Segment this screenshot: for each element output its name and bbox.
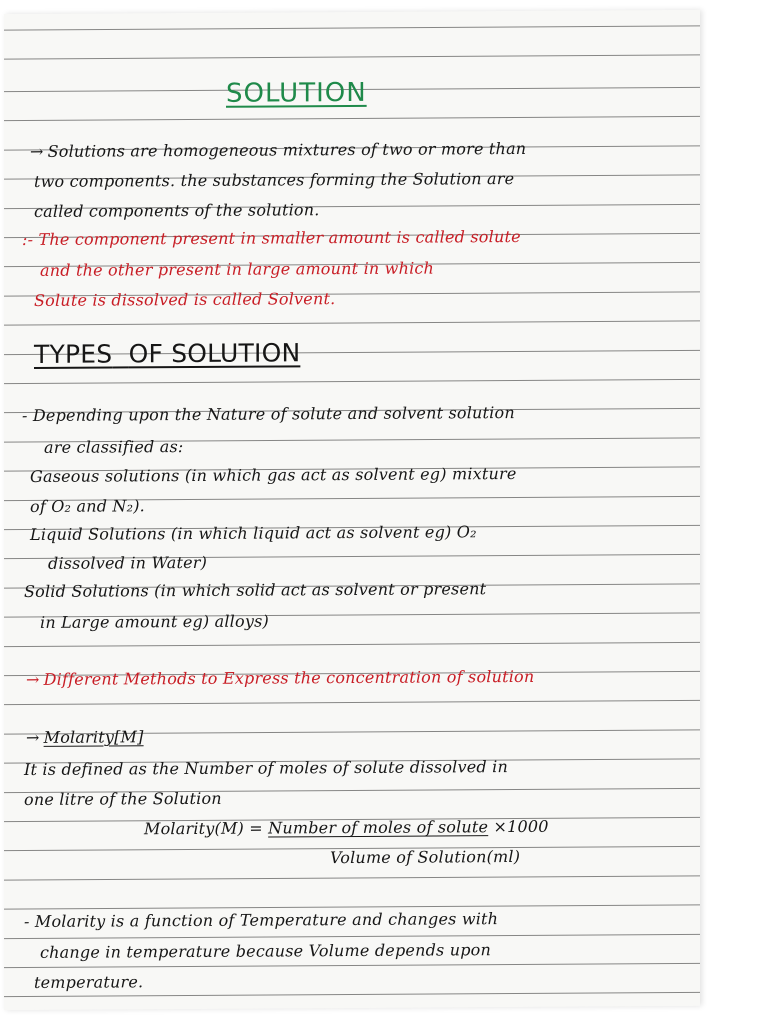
gaseous-solutions-line-2: of O₂ and N₂). bbox=[30, 496, 145, 516]
gaseous-solutions-line-1: Gaseous solutions (in which gas act as solvent eg) mixture bbox=[30, 463, 517, 486]
methods-heading: → Different Methods to Express the concentration of solution bbox=[26, 666, 535, 689]
intro-line-1: → Solutions are homogeneous mixtures of two or more than bbox=[30, 138, 527, 161]
page-title: SOLUTION bbox=[226, 77, 367, 109]
formula-denominator: Volume of Solution(ml) bbox=[330, 846, 521, 868]
solid-solutions-line-1: Solid Solutions (in which solid act as solvent or present bbox=[24, 579, 487, 602]
molarity-definition-line-1: It is defined as the Number of moles of solute dissolved in bbox=[24, 757, 508, 780]
molarity-definition-line-2: one litre of the Solution bbox=[24, 788, 222, 810]
arrow-bullet-icon: → bbox=[26, 669, 40, 689]
note-line-1: - Molarity is a function of Temperature and changes with bbox=[24, 909, 499, 932]
types-heading: TYPES OF SOLUTION bbox=[34, 338, 301, 369]
note-line-3: temperature. bbox=[34, 972, 144, 992]
solute-definition-line-2: and the other present in large amount in which bbox=[40, 258, 435, 280]
formula-lhs: Molarity(M) = bbox=[144, 818, 269, 839]
arrow-bullet-icon: → bbox=[30, 141, 44, 161]
intro-line-2: two components. the substances forming the Solution are bbox=[34, 169, 515, 191]
notebook-page bbox=[4, 10, 700, 1010]
solute-definition-line-1: :- The component present in smaller amount is called solute bbox=[22, 226, 521, 250]
formula-numerator: Number of moles of solute bbox=[268, 817, 489, 838]
liquid-solutions-line-1: Liquid Solutions (in which liquid act as solvent eg) O₂ bbox=[30, 522, 477, 544]
molarity-formula-numerator-row bbox=[144, 817, 549, 838]
arrow-bullet-icon: → bbox=[26, 727, 40, 747]
solid-solutions-line-2: in Large amount eg) alloys) bbox=[40, 611, 269, 632]
solute-definition-line-3: Solute is dissolved is called Solvent. bbox=[34, 289, 336, 310]
note-line-2: change in temperature because Volume depends upon bbox=[40, 940, 492, 962]
molarity-heading: → Molarity[M] bbox=[26, 727, 144, 747]
types-line-1: - Depending upon the Nature of solute and solvent solution bbox=[22, 403, 515, 426]
liquid-solutions-line-2: dissolved in Water) bbox=[48, 552, 208, 573]
types-line-2: are classified as: bbox=[44, 437, 184, 457]
formula-multiplier: ×1000 bbox=[488, 816, 549, 837]
intro-line-3: called components of the solution. bbox=[34, 200, 320, 221]
